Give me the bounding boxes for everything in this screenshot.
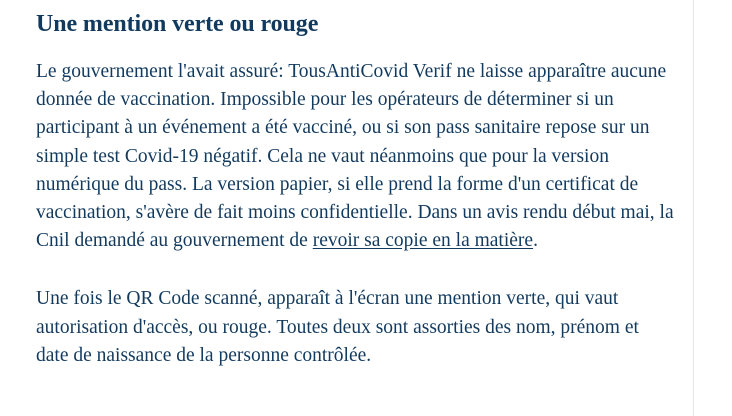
right-divider [693,0,694,416]
paragraph-1-text-before-link: Le gouvernement l'avait assuré: TousAntiCovid Verif ne laisse apparaître aucune donnée de vaccination. Impossible pour les opérateurs de déterminer si un participant à un événement a été vacciné, ou si son pass sanitaire repose sur un simple test Covid-19 négatif. Cela ne vaut néanmoins que pour la version numérique du pass. La version papier, si elle prend la forme d'un certificat de vaccination, s'avère de fait moins confidentielle. Dans un avis rendu début mai, la Cnil demandé au gouvernement de [36,61,674,252]
article-body [36,0,676,370]
revoir-sa-copie-link[interactable]: revoir sa copie en la matière [312,230,534,252]
paragraph-2: Une fois le QR Code scanné, apparaît à l'écran une mention verte, qui vaut autorisation d'accès, ou rouge. Toutes deux sont assorties des nom, prénom et date de naissance de la personne contrôlée. [36,288,639,366]
paragraph-1-text-after-link: . [533,230,538,252]
page-title: Une mention verte ou rouge [36,11,319,37]
paragraph-1 [36,39,676,255]
